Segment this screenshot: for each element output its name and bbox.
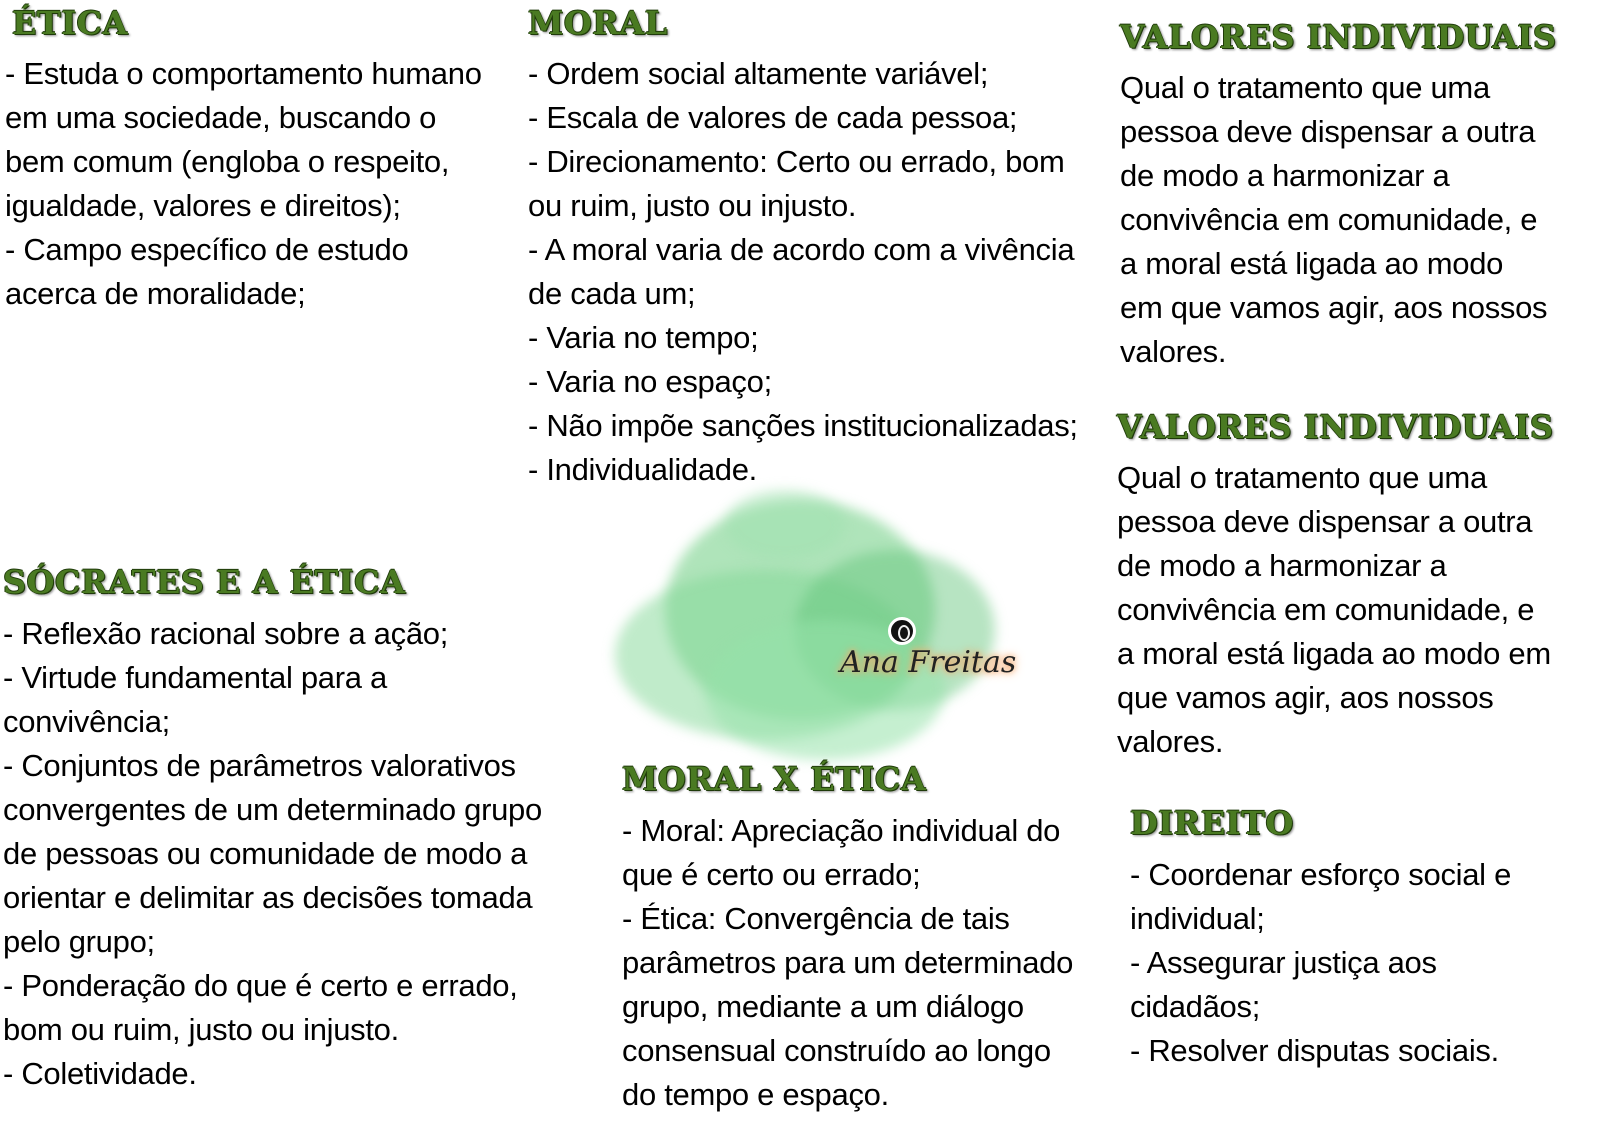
- valores-individuais-heading-1: VALORES INDIVIDUAIS: [1120, 18, 1557, 56]
- watermark-ghost-text: [635, 580, 650, 620]
- moral-body: - Ordem social altamente variável; - Escala de valores de cada pessoa; - Direcionamento: Certo ou errado, bom ou ruim, justo ou injusto. - A moral varia de acordo com a vivência de cada um; - Varia no tempo; - Varia no espaço; - Não impõe sanções institucionalizadas; - Individualidade.: [528, 56, 1078, 487]
- etica-body: - Estuda o comportamento humano em uma sociedade, buscando o bem comum (engloba o respeito, igualdade, valores e direitos); - Campo específico de estudo acerca de moralidade;: [5, 56, 482, 311]
- watermark-signature: Ana Freitas: [840, 645, 1017, 680]
- valores-individuais-heading-2: VALORES INDIVIDUAIS: [1117, 408, 1554, 446]
- logo-icon: [888, 617, 916, 645]
- moral-heading: MORAL: [528, 4, 668, 42]
- socrates-body: - Reflexão racional sobre a ação; - Virtude fundamental para a convivência; - Conjuntos de parâmetros valorativos convergentes de um determinado grupo de pessoas ou comunidade de modo a orientar e delimitar as decisões tomada pelo grupo; - Ponderação do que é certo e errado, bom ou ruim, justo ou injusto. - Coletividade.: [3, 616, 542, 1091]
- etica-heading: ÉTICA: [12, 4, 128, 42]
- valores-individuais-body-1: Qual o tratamento que uma pessoa deve dispensar a outra de modo a harmonizar a convivência em comunidade, e a moral está ligada ao modo em que vamos agir, aos nossos valores.: [1120, 70, 1548, 369]
- moral-x-etica-body: - Moral: Apreciação individual do que é certo ou errado; - Ética: Convergência de tais parâmetros para um determinado grupo, mediante a um diálogo consensual construído ao longo do tempo e espaço.: [622, 813, 1074, 1112]
- direito-heading: DIREITO: [1130, 804, 1294, 842]
- watermark-ghost-text: [725, 635, 740, 675]
- watercolor-splash: [725, 490, 845, 560]
- moral-x-etica-heading: MORAL X ÉTICA: [622, 760, 927, 798]
- direito-body: - Coordenar esforço social e individual; - Assegurar justiça aos cidadãos; - Resolver disputas sociais.: [1130, 857, 1512, 1068]
- watermark: [575, 490, 1045, 790]
- valores-individuais-body-2: Qual o tratamento que uma pessoa deve dispensar a outra de modo a harmonizar a convivência em comunidade, e a moral está ligada ao modo em que vamos agir, aos nossos valores.: [1117, 460, 1551, 759]
- socrates-heading: SÓCRATES E A ÉTICA: [3, 563, 406, 601]
